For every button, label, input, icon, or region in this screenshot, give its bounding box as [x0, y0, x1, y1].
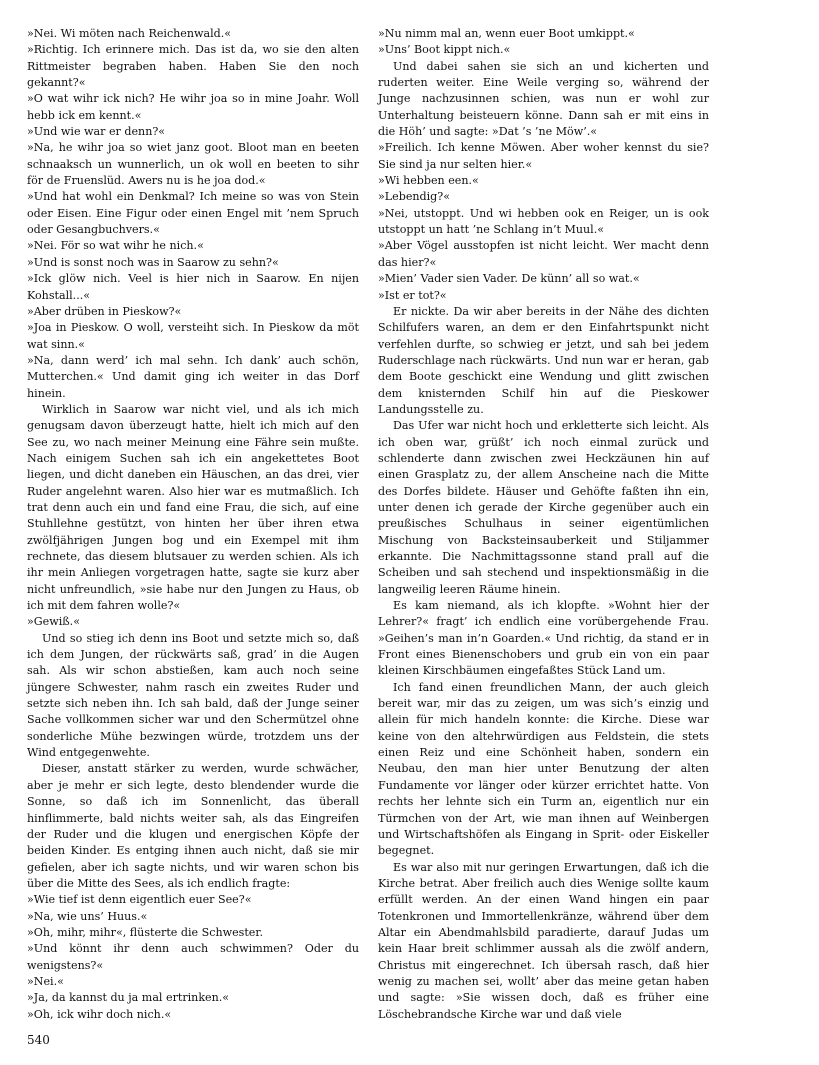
paragraph: »Ja, da kannst du ja mal ertrinken.« [27, 991, 230, 1005]
paragraph: »Lebendig?« [378, 190, 451, 204]
paragraph: »Nu nimm mal an, wenn euer Boot umkippt.« [378, 27, 635, 40]
paragraph: Und so stieg ich denn ins Boot und setzte mich so, daß ich dem Jungen, der rückwärts saß, grad’ in die Augen sah. Als wir schon abstießen, kam auch noch seine jüngere Schwester, nahm rasch ein zweites Ruder und setzte sich neben ihn. Ich sah bald, daß der Junge seiner Sache vollkommen sicher war und den Schermützel ohne sonderliche Mühe bezwingen würde, trotzdem uns der Wind entgegenwehte. [27, 631, 359, 760]
paragraph: »Und hat wohl ein Denkmal? Ich meine so was von Stein oder Eisen. Eine Figur oder einen Engel mit ’nem Spruch oder Gesangbuchvers.« [27, 190, 359, 237]
paragraph: »O wat wihr ick nich? He wihr joa so in mine Joahr. Woll hebb ick em kennt.« [27, 92, 359, 122]
paragraph: »Freilich. Ich kenne Möwen. Aber woher kennst du sie? Sie sind ja nur selten hier.« [378, 141, 709, 171]
paragraph: »Und könnt ihr denn auch schwimmen? Oder du wenigstens?« [27, 942, 359, 972]
paragraph: Und dabei sahen sie sich an und kicherten und ruderten weiter. Eine Weile verging so, während der Junge nachzusinnen schien, was nun er wohl zur Unterhaltung beisteuern könne. Dann sah er mit eins in die Höh’ und sagte: »Dat ’s ’ne Möw’.« [378, 59, 709, 139]
paragraph: »Oh, mihr, mihr«, flüsterte die Schwester. [27, 925, 263, 939]
paragraph: »Gewiß.« [27, 615, 80, 629]
paragraph: Dieser, anstatt stärker zu werden, wurde schwächer, aber je mehr er sich legte, desto blendender wurde die Sonne, so daß ich im Sonnenlicht, das überall hinflimmerte, bald nichts weiter sah, als das Eingreifen der Ruder und die klugen und energischen Köpfe der beiden Kinder. Es entging ihnen auch nicht, daß sie mir gefielen, aber ich sagte nichts, und wir waren schon bis über die Mitte des Sees, als ich endlich fragte: [27, 762, 359, 890]
left-column [27, 26, 359, 1023]
paragraph: »Wi hebben een.« [378, 174, 479, 188]
paragraph: »Nei. Wi möten nach Reichenwald.« [27, 27, 232, 40]
paragraph: »Na, wie uns’ Huus.« [27, 909, 148, 923]
paragraph: Es kam niemand, als ich klopfte. »Wohnt hier der Lehrer?« fragt’ ich endlich eine vorübergehende Frau. »Geihen’s man in’n Goarden.« Und richtig, da stand er in Front eines Bienenschobers und grub ein von ein paar kleinen Kirschbäumen eingefaßtes Stück Land um. [378, 599, 709, 678]
paragraph: »Nei. För so wat wihr he nich.« [27, 239, 204, 253]
paragraph: »Mien’ Vader sien Vader. De künn’ all so wat.« [378, 272, 640, 286]
paragraph: »Nei.« [27, 974, 64, 988]
paragraph: Es war also mit nur geringen Erwartungen, daß ich die Kirche betrat. Aber freilich auch dies Wenige sollte kaum erfüllt werden. An der einen Wand hingen ein paar Totenkronen und Immortellenkränze, während über dem Altar ein Abendmahlsbild paradierte, darauf Judas um kein Haar breit schlimmer aussah als die zwölf andern, Christus mit eingerechnet. Ich übersah rasch, daß hier wenig zu machen sei, wollt’ aber das meine getan haben und sagte: »Sie wissen doch, daß es früher eine Löschebrandsche Kirche war und daß viele [378, 860, 709, 1021]
page-number: 540 [27, 1033, 50, 1047]
paragraph: »Joa in Pieskow. O woll, versteiht sich. In Pieskow da möt wat sinn.« [27, 321, 359, 351]
paragraph: »Uns’ Boot kippt nich.« [378, 43, 511, 57]
paragraph: »Na, he wihr joa so wiet janz goot. Bloot man en beeten schnaaksch un wunnerlich, un ok woll en beeten to sihr för de Fruenslüd. Awers nu is he joa dod.« [27, 141, 359, 188]
paragraph: Er nickte. Da wir aber bereits in der Nähe des dichten Schilfufers waren, an dem er den Einfahrtspunkt nicht verfehlen durfte, so schwieg er jetzt, und sah bei jedem Ruderschlage nach rückwärts. Und nun war er heran, gab dem Boote geschickt eine Wendung und glitt zwischen dem knisternden Schilf hin auf die Pieskower Landungsstelle zu. [378, 304, 709, 416]
paragraph: Das Ufer war nicht hoch und erkletterte sich leicht. Als ich oben war, grüßt’ ich noch einmal zurück und schlenderte dann zwischen zwei Heckzäunen hin auf einen Grasplatz zu, der allem Anscheine nach die Mitte des Dorfes bildete. Häuser und Gehöfte faßten ihn ein, unter denen ich gerade der Kirche gegenüber auch ein preußisches Schulhaus in seiner eigentümlichen Mischung von Backsteinsauberkeit und Stiljammer erkannte. Die Nachmittagssonne stand prall auf die Scheiben und sah stechend und inspektionsmäßig in die langweilig leeren Räume hinein. [378, 419, 709, 596]
paragraph: »Aber Vögel ausstopfen ist nicht leicht. Wer macht denn das hier?« [378, 239, 709, 269]
paragraph: »Richtig. Ich erinnere mich. Das ist da, wo sie den alten Rittmeister begraben haben. Haben Sie den noch gekannt?« [27, 43, 359, 90]
paragraph: »Ist er tot?« [378, 288, 447, 302]
paragraph: Ich fand einen freundlichen Mann, der auch gleich bereit war, mir das zu zeigen, um was sich’s einzig und allein für mich handeln konnte: die Kirche. Diese war keine von den altehrwürdigen aus Feldstein, die stets einen Reiz und eine Schönheit haben, sondern ein Neubau, den man hier unter Benutzung der alten Fundamente vor länger oder kürzer errichtet hatte. Von rechts her lehnte sich ein Turm an, eigentlich nur ein Türmchen von der Art, wie man ihnen auf Weinbergen und Wirtschaftshöfen als Eingang in Sprit- oder Eiskeller begegnet. [378, 680, 709, 858]
paragraph: »Na, dann werd’ ich mal sehn. Ich dank’ auch schön, Mutterchen.« Und damit ging ich weiter in das Dorf hinein. [27, 353, 359, 400]
paragraph: Wirklich in Saarow war nicht viel, und als ich mich genugsam davon überzeugt hatte, hielt ich mich auf den See zu, wo nach meiner Meinung eine Fähre sein mußte. Nach einigem Suchen sah ich ein angekettetes Boot liegen, und dicht daneben ein Häuschen, an das drei, vier Ruder angelehnt waren. Also hier war es mutmaßlich. Ich trat denn auch ein und fand eine Frau, die sich, auf eine Stuhllehne gestützt, von hinten her über ihren etwa zwölfjährigen Jungen bog und ein Exempel mit ihm rechnete, das diesem blutsauer zu werden schien. Als ich ihr mein Anliegen vorgetragen hatte, sagte sie kurz aber nicht unfreundlich, »sie habe nur den Jungen zu Haus, ob ich mit dem fahren wolle?« [27, 402, 359, 613]
paragraph: »Und is sonst noch was in Saarow zu sehn?« [27, 255, 279, 269]
paragraph: »Wie tief ist denn eigentlich euer See?« [27, 893, 252, 907]
paragraph: »Aber drüben in Pieskow?« [27, 304, 182, 318]
paragraph: »Und wie war er denn?« [27, 125, 166, 139]
right-column [378, 26, 709, 1023]
paragraph: »Ick glöw nich. Veel is hier nich in Saarow. En nijen Kohstall...« [27, 272, 359, 302]
paragraph: »Nei, utstoppt. Und wi hebben ook en Reiger, un is ook utstoppt un hatt ’ne Schlang in’t Muul.« [378, 206, 709, 237]
paragraph: »Oh, ick wihr doch nich.« [27, 1007, 172, 1021]
